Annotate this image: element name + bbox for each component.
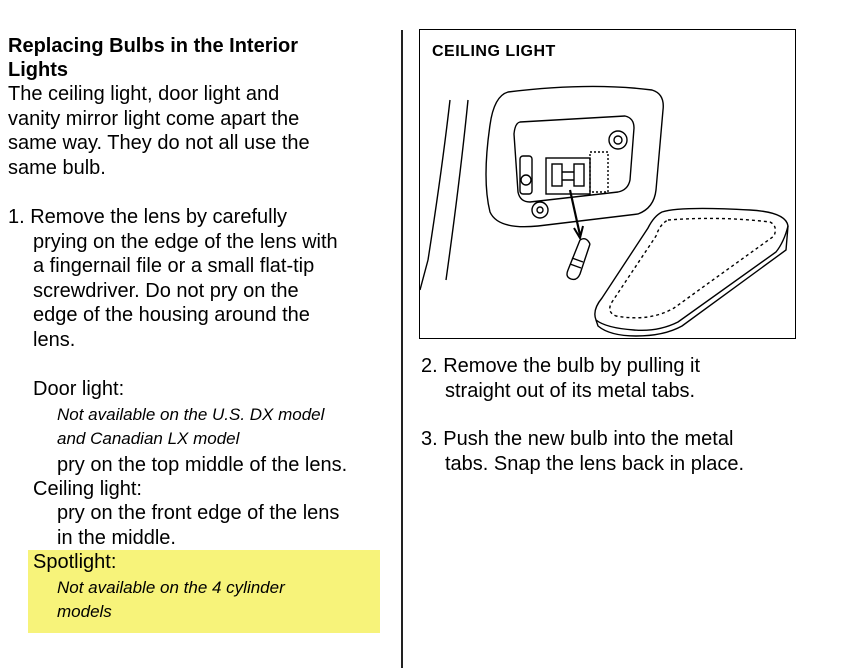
- spotlight-note-line: Not available on the 4 cylinder: [57, 578, 285, 597]
- step-2: [421, 354, 700, 403]
- step-3: [421, 427, 744, 476]
- step-1-line: prying on the edge of the lens with: [33, 230, 338, 253]
- ceiling-instruction-line: pry on the front edge of the lens: [57, 502, 340, 524]
- page-title: [8, 34, 298, 82]
- step-1-line: screwdriver. Do not pry on the: [33, 279, 299, 302]
- ceiling-instruction-line: in the middle.: [57, 526, 176, 549]
- door-light-label: Door light:: [33, 378, 125, 400]
- step-1-line: edge of the housing around the: [33, 304, 310, 326]
- step-1-line: a fingernail file or a small flat-tip: [33, 255, 315, 277]
- step-1-line: lens.: [33, 328, 76, 351]
- door-note-line: Not available on the U.S. DX model: [57, 405, 325, 424]
- step-2-line: 2. Remove the bulb by pulling it: [421, 355, 701, 377]
- title-line-1: Replacing Bulbs in the Interior: [8, 35, 299, 57]
- intro-line: same way. They do not all use the: [8, 132, 310, 154]
- spotlight-note-line: models: [57, 602, 112, 621]
- intro-paragraph: [8, 82, 310, 180]
- intro-line: vanity mirror light come apart the: [8, 107, 300, 130]
- ceiling-light-label: Ceiling light:: [33, 478, 142, 500]
- door-light-note: [57, 403, 324, 451]
- spotlight-label: Spotlight:: [33, 551, 117, 573]
- ceiling-light-illustration: [420, 30, 795, 338]
- step-3-line: 3. Push the new bulb into the metal: [421, 428, 734, 450]
- intro-line: same bulb.: [8, 156, 106, 179]
- door-note-line: and Canadian LX model: [57, 429, 240, 448]
- step-1: [8, 205, 338, 352]
- door-light-instruction: pry on the top middle of the lens.: [57, 454, 348, 476]
- step-1-line: 1. Remove the lens by carefully: [8, 206, 288, 228]
- step-3-line: tabs. Snap the lens back in place.: [445, 452, 745, 475]
- column-divider: [401, 30, 403, 668]
- ceiling-light-figure: [419, 29, 796, 339]
- figure-label: CEILING LIGHT: [432, 43, 556, 60]
- intro-line: The ceiling light, door light and: [8, 83, 280, 105]
- title-line-2: Lights: [8, 59, 68, 81]
- ceiling-light-instruction: [57, 501, 339, 550]
- step-2-line: straight out of its metal tabs.: [445, 379, 696, 402]
- spotlight-note: [57, 576, 285, 624]
